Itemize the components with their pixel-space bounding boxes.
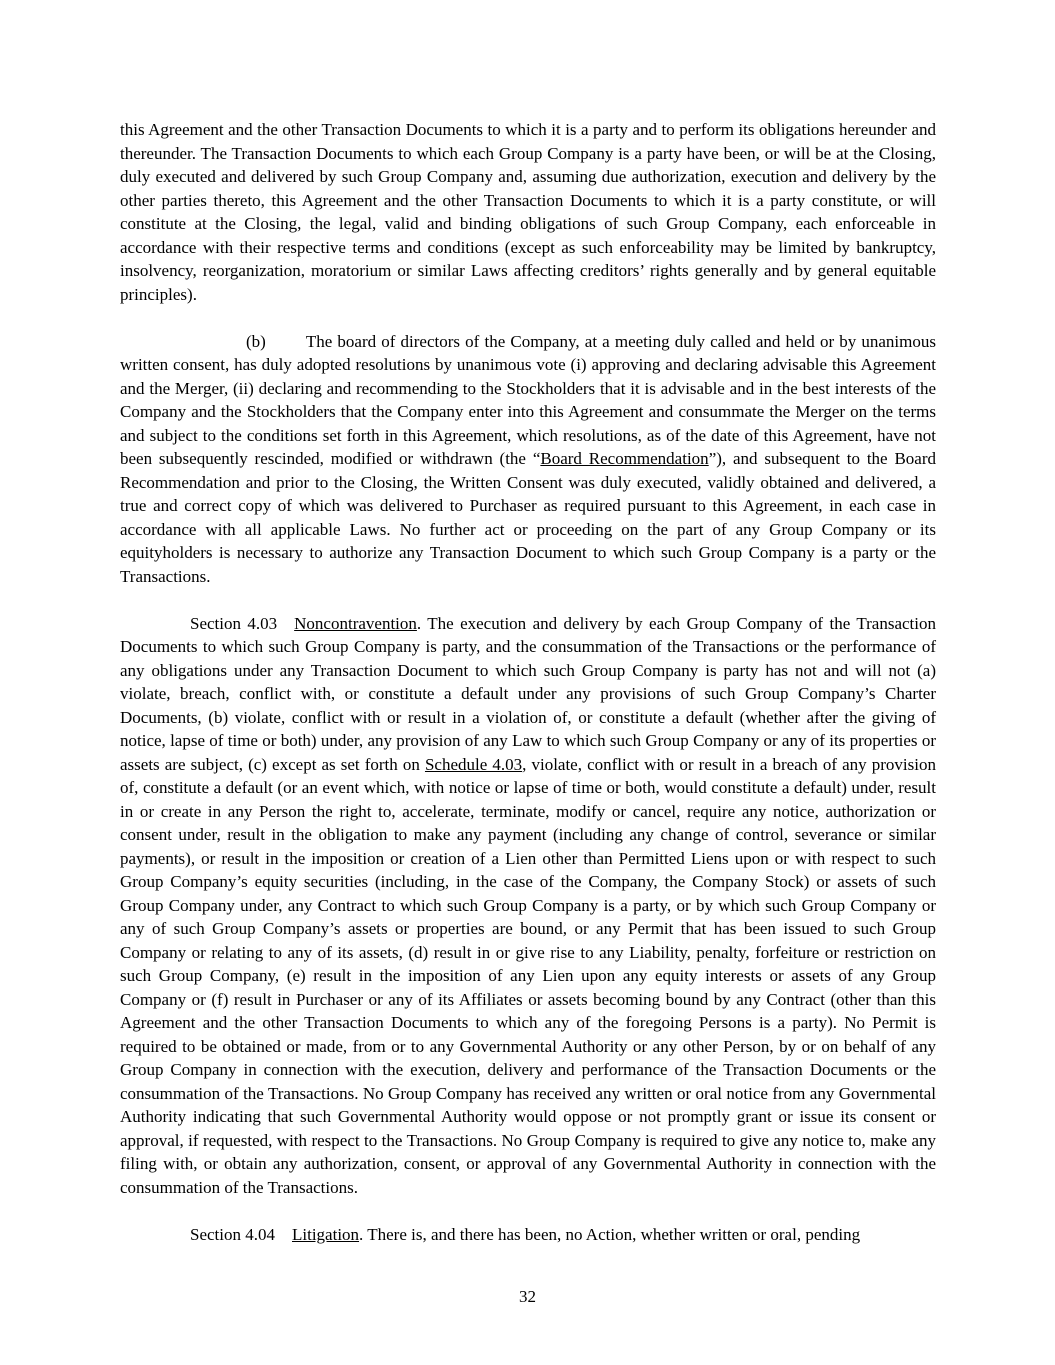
section-4-03-title-noncontravention: Noncontravention	[294, 613, 417, 633]
paragraph-continuation	[120, 118, 936, 306]
document-body	[120, 118, 936, 1270]
paragraph-continuation-text: this Agreement and the other Transaction Documents to which it is a party and to perform its obligations hereunder and thereunder. The Transaction Documents to which each Group Company is a party have been, or will be at the Closing, duly executed and delivered by such Group Company and, assuming due authorization, execution and delivery by the other parties thereto, this Agreement and the other Transaction Documents to which it is a party constitute, or will constitute at the Closing, the legal, valid and binding obligations of such Group Company, each enforceable in accordance with their respective terms and conditions (except as such enforceability may be limited by bankruptcy, insolvency, reorganization, moratorium or similar Laws affecting creditors’ rights generally and by general equitable principles).	[120, 120, 936, 304]
section-4-04	[120, 1223, 936, 1247]
section-4-03-text-1: . The execution and delivery by each Group Company of the Transaction Documents to which such Group Company is party, and the consummation of the Transactions or the performance of any obligations under any Transaction Document to which such Group Company is party has not and will not (a) violate, breach, conflict with, or constitute a default under any provisions of such Group Company’s Charter Documents, (b) violate, conflict with or result in a violation of, or constitute a default (whether after the giving of notice, lapse of time or both) under, any provision of any Law to which such Group Company or any of its properties or assets are subject, (c) except as set forth on	[120, 613, 936, 774]
clause-label-b: (b)	[246, 331, 266, 351]
paragraph-clause-b	[120, 330, 936, 589]
section-4-04-text: . There is, and there has been, no Action, whether written or oral, pending	[359, 1224, 861, 1244]
page-number: 32	[519, 1287, 536, 1306]
clause-b-text-pre: The board of directors of the Company, at a meeting duly called and held or by unanimous written consent, has duly adopted resolutions by unanimous vote (i) approving and declaring advisable this Agreement and the Merger, (ii) declaring and recommending to the Stockholders that it is advisable and in the best interests of the Company and the Stockholders that the Company enter into this Agreement and consummate the Merger on the terms and subject to the conditions set forth in this Agreement, which resolutions, as of the date of this Agreement, have not been subsequently rescinded, modified or withdrawn (the “	[120, 331, 936, 468]
section-4-04-heading: Section 4.04	[190, 1224, 275, 1244]
section-4-03-text-2: , violate, conflict with or result in a breach of any provision of, constitute a default (or an event which, with notice or lapse of time or both, would constitute a default) under, result in or create in any Person the right to, accelerate, terminate, modify or cancel, require any notice, authorization or consent under, result in the obligation to make any payment (including any change of control, severance or similar payments), or result in the imposition or creation of a Lien other than Permitted Liens upon or with respect to such Group Company’s equity securities (including, in the case of the Company, the Company Stock) or assets of such Group Company under, any Contract to which such Group Company is a party, or by which such Group Company or any of such Group Company’s assets or properties are bound, or any Permit that has been issued to such Group Company or relating to any of its assets, (d) result in or give rise to any Liability, penalty, forfeiture or restriction on such Group Company, (e) result in the imposition of any Lien upon any equity interests or assets of any Group Company or (f) result in Purchaser or any of its Affiliates or assets becoming bound by any Contract (other than this Agreement and the other Transaction Documents to which any of the foregoing Persons is a party). No Permit is required to be obtained or made, from or to any Governmental Authority or any other Person, by or on behalf of any Group Company in connection with the execution, delivery and performance of the Transaction Documents or the consummation of the Transactions. No Group Company has received any written or oral notice from any Governmental Authority indicating that such Governmental Authority would oppose or not promptly grant or issue its consent or approval, if requested, with respect to the Transactions. No Group Company is required to give any notice to, make any filing with, or obtain any authorization, consent, or approval of any Governmental Authority in connection with the consummation of the Transactions.	[120, 754, 936, 1197]
section-4-03	[120, 612, 936, 1200]
cross-reference-schedule-4-03: Schedule 4.03	[424, 754, 523, 774]
defined-term-board-recommendation: Board Recommendation	[540, 449, 709, 468]
section-4-03-heading: Section 4.03	[190, 613, 278, 633]
clause-b-text-post: ”), and subsequent to the Board Recommendation and prior to the Closing, the Written Consent was duly executed, validly obtained and delivered, a true and correct copy of which was delivered to Purchaser as required pursuant to this Agreement, in each case in accordance with all applicable Laws. No further act or proceeding on the part of any Group Company or its equityholders is necessary to authorize any Transaction Document to which such Group Company is a party or the Transactions.	[120, 449, 936, 586]
section-4-04-title-litigation: Litigation	[292, 1224, 360, 1244]
